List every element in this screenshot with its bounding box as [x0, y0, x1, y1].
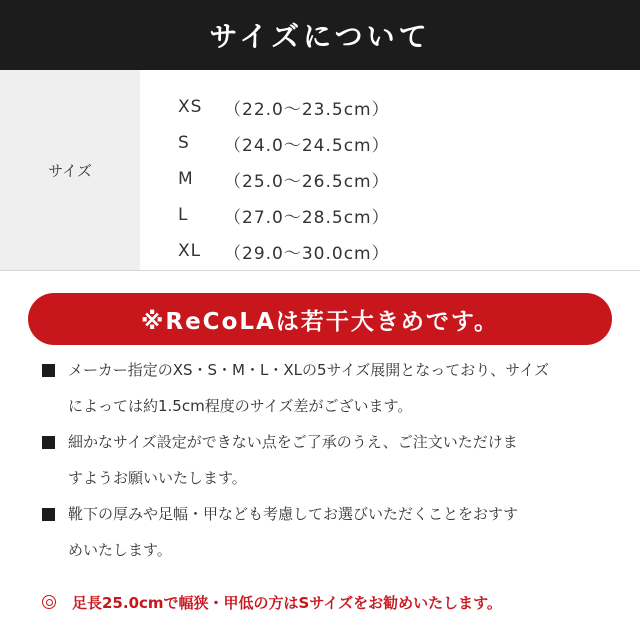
note-text: によっては約1.5cm程度のサイズ差がございます。 — [68, 397, 413, 415]
recommendation-note — [42, 584, 612, 620]
double-circle-icon — [42, 595, 56, 609]
size-label: サイズ — [48, 161, 92, 180]
size-code: L — [178, 205, 189, 225]
note-text: 細かなサイズ設定ができない点をご了承のうえ、ご注文いただけま — [68, 433, 518, 451]
size-row-l — [178, 197, 390, 233]
page-title: サイズについて — [209, 20, 431, 53]
sizing-notice-banner — [28, 293, 612, 345]
size-range: （27.0～28.5cm） — [224, 207, 390, 228]
size-row-xs — [178, 89, 390, 125]
square-bullet-icon — [42, 436, 55, 449]
note-text: 靴下の厚みや足幅・甲なども考慮してお選びいただくことをおすす — [68, 505, 519, 523]
banner-text: ※ReCoLAは若干大きめです。 — [141, 308, 499, 335]
size-list — [178, 89, 390, 269]
note-item — [42, 352, 612, 424]
size-range: （22.0～23.5cm） — [224, 99, 390, 120]
size-table — [0, 70, 640, 271]
header-bar — [0, 0, 640, 70]
note-item — [42, 424, 612, 496]
size-range: （25.0～26.5cm） — [224, 171, 390, 192]
size-code: S — [178, 133, 190, 153]
size-code: XS — [178, 97, 203, 117]
note-text: メーカー指定のXS・S・M・L・XLの5サイズ展開となっており、サイズ — [68, 361, 550, 379]
note-item — [42, 496, 612, 568]
size-row-s — [178, 125, 390, 161]
recommendation-text: 足長25.0cmで幅狭・甲低の方はSサイズをお勧めいたします。 — [72, 593, 502, 612]
size-code: M — [178, 169, 194, 189]
size-row-xl — [178, 233, 390, 269]
square-bullet-icon — [42, 364, 55, 377]
note-text: すようお願いいたします。 — [68, 469, 247, 487]
square-bullet-icon — [42, 508, 55, 521]
size-row-m — [178, 161, 390, 197]
size-label-cell — [0, 70, 140, 270]
notes-list — [42, 352, 612, 568]
note-text: めいたします。 — [68, 541, 172, 559]
size-range: （24.0～24.5cm） — [224, 135, 390, 156]
size-range: （29.0～30.0cm） — [224, 243, 390, 264]
size-code: XL — [178, 241, 202, 261]
